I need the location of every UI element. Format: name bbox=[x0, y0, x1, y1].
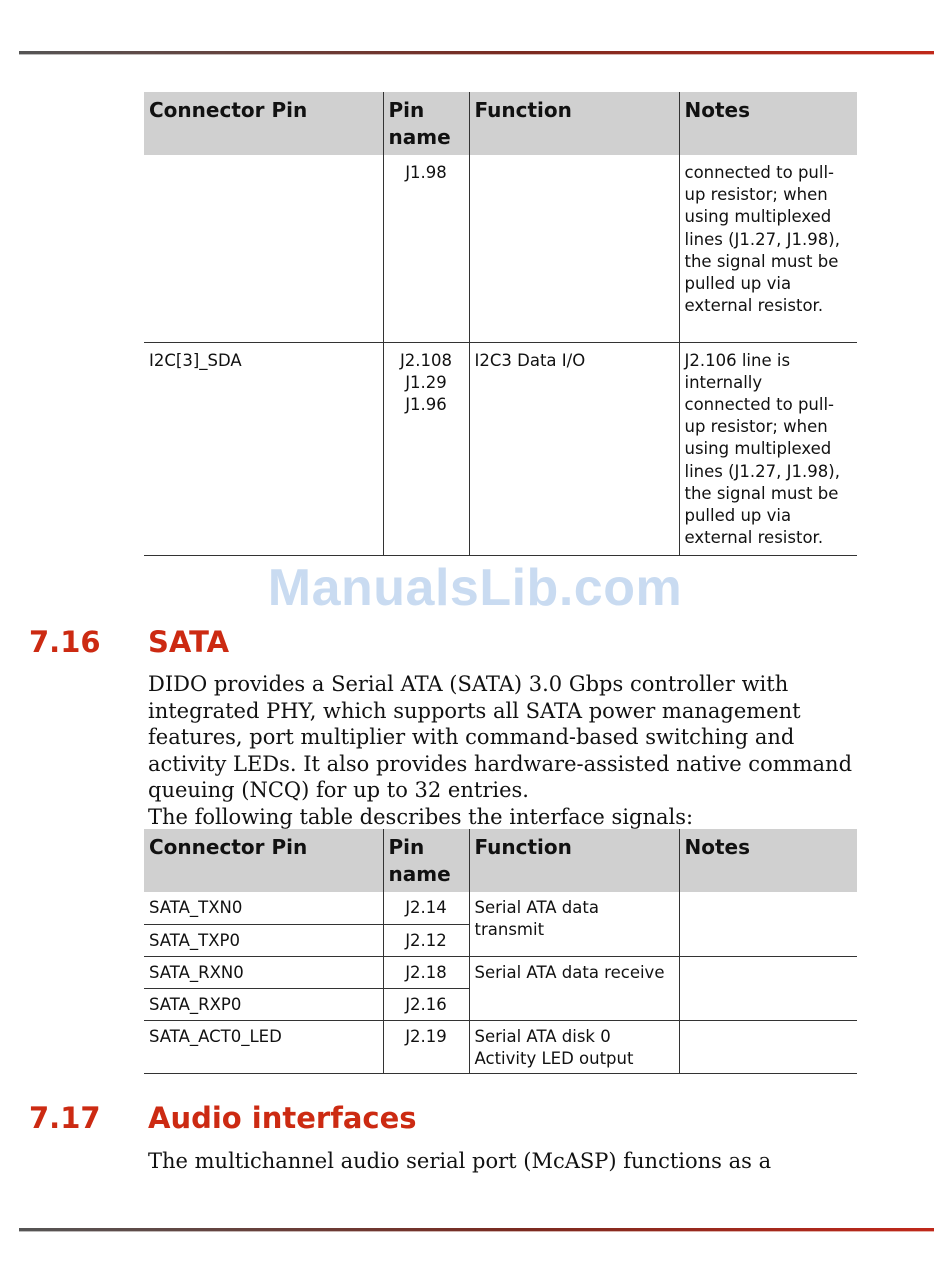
connector-pin-cell: SATA_RXP0 bbox=[144, 988, 383, 1020]
connector-pin-cell bbox=[144, 155, 383, 342]
function-cell bbox=[469, 155, 679, 342]
header-function: Function bbox=[469, 829, 679, 892]
table-row bbox=[144, 1020, 857, 1073]
pin-name-cell bbox=[383, 342, 469, 556]
section-paragraph: DIDO provides a Serial ATA (SATA) 3.0 Gbps controller with integrated PHY, which supports all SATA power management features, port multiplier with command-based switching and activity LEDs. It also provides hardware-assisted native command queuing (NCQ) for up to 32 entries. bbox=[148, 672, 853, 802]
table-header-row bbox=[144, 92, 857, 155]
pin-name-cell: J2.19 bbox=[383, 1020, 469, 1073]
table-header-row bbox=[144, 829, 857, 892]
notes-cell bbox=[679, 956, 857, 1020]
pin-name: J1.29 bbox=[405, 372, 447, 392]
table-row bbox=[144, 342, 857, 556]
header-notes: Notes bbox=[679, 829, 857, 892]
notes-cell bbox=[679, 1020, 857, 1073]
pin-name: J2.108 bbox=[399, 350, 453, 370]
header-connector-pin: Connector Pin bbox=[144, 829, 383, 892]
pin-name-cell: J2.14 bbox=[383, 892, 469, 924]
pin-name-cell: J2.16 bbox=[383, 988, 469, 1020]
pin-table-i2c bbox=[144, 92, 857, 556]
pin-name: J1.96 bbox=[405, 394, 447, 414]
pin-name-cell: J2.12 bbox=[383, 924, 469, 956]
header-connector-pin: Connector Pin bbox=[144, 92, 383, 155]
table-intro: The following table describes the interface signals: bbox=[148, 805, 694, 829]
notes-cell: connected to pull-up resistor; when using multiplexed lines (J1.27, J1.98), the signal must be pulled up via external resistor. bbox=[679, 155, 857, 342]
footer-rule bbox=[19, 1228, 934, 1231]
notes-cell bbox=[679, 892, 857, 956]
function-cell: Serial ATA data transmit bbox=[469, 892, 679, 956]
header-pin-name: Pin name bbox=[383, 92, 469, 155]
table-row bbox=[144, 956, 857, 988]
header-rule bbox=[19, 51, 934, 54]
section-number: 7.17 bbox=[29, 1101, 101, 1135]
section-number: 7.16 bbox=[29, 625, 101, 659]
header-function: Function bbox=[469, 92, 679, 155]
function-cell: Serial ATA disk 0 Activity LED output bbox=[469, 1020, 679, 1073]
watermark-text: ManualsLib.com bbox=[267, 559, 683, 617]
pin-name-cell bbox=[383, 155, 469, 342]
function-cell: I2C3 Data I/O bbox=[469, 342, 679, 556]
section-paragraph: The multichannel audio serial port (McASP) functions as a bbox=[148, 1149, 772, 1173]
pin-name-cell: J2.18 bbox=[383, 956, 469, 988]
pin-name: J1.98 bbox=[405, 163, 447, 182]
section-title: Audio interfaces bbox=[148, 1101, 417, 1135]
connector-pin-cell: SATA_RXN0 bbox=[144, 956, 383, 988]
section-title: SATA bbox=[148, 625, 230, 659]
pin-table-sata bbox=[144, 829, 857, 1074]
header-pin-name: Pin name bbox=[383, 829, 469, 892]
connector-pin-cell: SATA_TXP0 bbox=[144, 924, 383, 956]
connector-pin-cell: SATA_TXN0 bbox=[144, 892, 383, 924]
header-notes: Notes bbox=[679, 92, 857, 155]
table-row bbox=[144, 892, 857, 924]
connector-pin-cell: SATA_ACT0_LED bbox=[144, 1020, 383, 1073]
connector-pin-cell: I2C[3]_SDA bbox=[144, 342, 383, 556]
notes-cell: J2.106 line is internally connected to pull-up resistor; when using multiplexed lines (J1.27, J1.98), the signal must be pulled up via external resistor. bbox=[679, 342, 857, 556]
function-cell: Serial ATA data receive bbox=[469, 956, 679, 1020]
table-row bbox=[144, 155, 857, 342]
